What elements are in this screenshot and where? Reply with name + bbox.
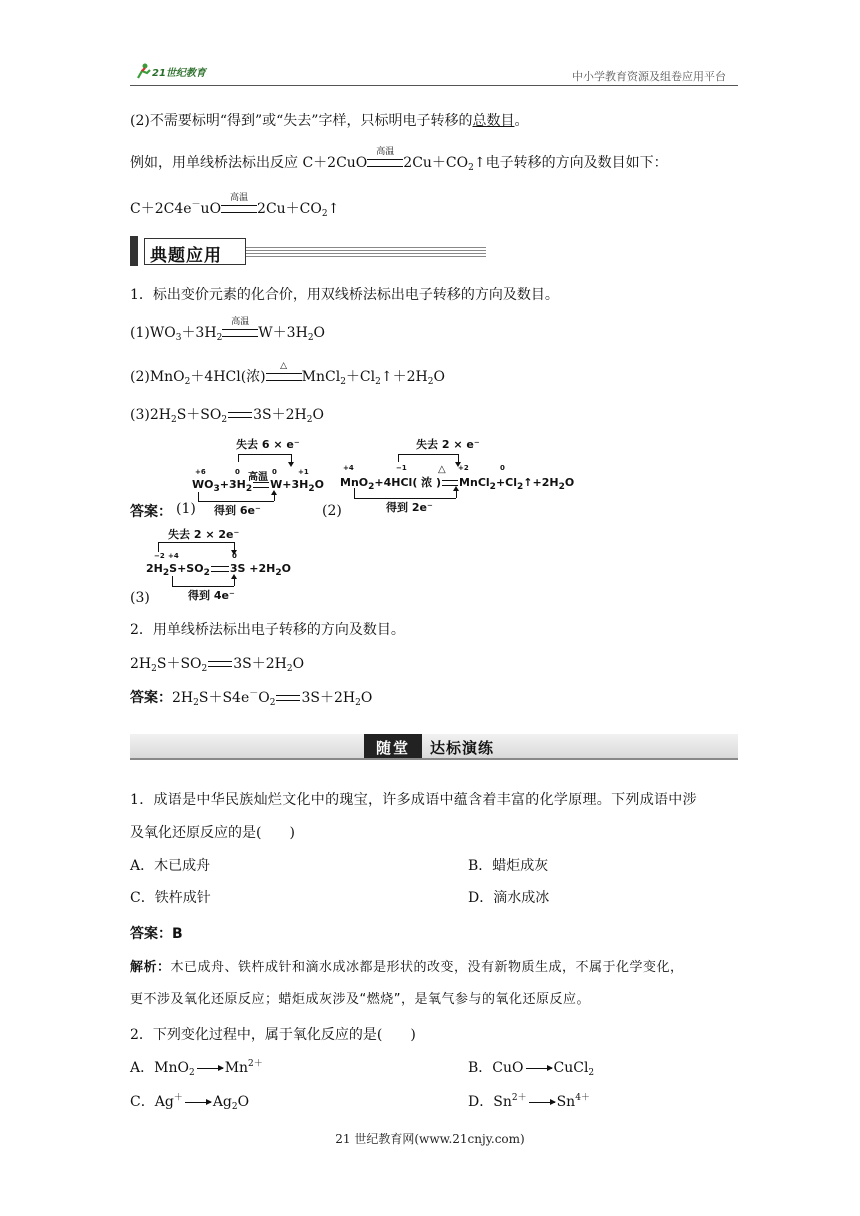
platform-name: 中小学教育资源及组卷应用平台	[572, 70, 726, 83]
q1-stem: 1．标出变价元素的化合价，用双线桥法标出电子转移的方向及数目。	[130, 287, 559, 303]
runner-logo-icon	[134, 62, 152, 80]
answer1-part3-label: (3)	[130, 590, 150, 606]
ex1-stem-1: 1．成语是中华民族灿烂文化中的瑰宝，许多成语中蕴含着丰富的化学原理。下列成语中涉	[130, 792, 697, 808]
ex1-explanation-2: 更不涉及氧化还原反应；蜡炬成灰涉及“燃烧”，是氧气参与的氧化还原反应。	[130, 992, 590, 1007]
section2-right: 达标演练	[430, 739, 495, 757]
double-bridge-diagram-1: 失去 6 × e⁻ +6 0 高温 0 +1 $WO_3+3H_2$ $W+3H_2O$ 得到 6e⁻	[192, 438, 324, 517]
ex1-option-a: A．木已成舟	[130, 858, 211, 874]
q2-answer: 答案：$2H_2S+S4e^-O_2$ $3S+2H_2O$	[130, 689, 373, 708]
logo	[134, 62, 204, 80]
ex1-answer: 答案：B	[130, 926, 183, 942]
answer1-part2-label: (2)	[322, 503, 342, 519]
footer: 21 世纪教育网(www.21cnjy.com)	[335, 1132, 525, 1146]
ex1-option-d: D．滴水成冰	[468, 890, 550, 906]
ex1-option-b: B．蜡炬成灰	[468, 858, 549, 874]
double-bridge-diagram-3: 失去 2 × 2e⁻ −2 +4 0 $2H_2S+SO_2$ $3S +2H_2O$ 得到 4e⁻	[146, 528, 291, 602]
q2-stem: 2．用单线桥法标出电子转移的方向及数目。	[130, 622, 405, 638]
ex2-stem: 2．下列变化过程中，属于氧化反应的是( )	[130, 1027, 416, 1043]
q2-eq: $2H_2S+SO_2$ $3S+2H_2O$	[130, 656, 305, 674]
q1-eq2: (2)MnO$_2$＋4HCl(浓) △ $MnCl_2+Cl_2↑+2H_2O$	[130, 361, 445, 387]
section2-left: 随堂	[376, 739, 411, 757]
answer1-part1-label: (1)	[176, 501, 196, 517]
double-bridge-diagram-2: 失去 2 × e⁻ +4 −1 △ +2 0 MnO$_2$+4HCl( 浓 ) $MnCl_2+Cl_2↑+2H_2O$ 得到 2e⁻	[340, 438, 575, 514]
section-heading-dianti	[130, 236, 486, 266]
ex2-option-b: B．CuO CuCl$_2$	[468, 1060, 595, 1078]
single-bridge-line: C＋2C4e－uO 高温 $2Cu+CO_2↑$	[130, 193, 340, 219]
ex1-stem-2: 及氧化还原反应的是( )	[130, 825, 295, 841]
q1-eq1: $(1)WO_3+3H_2$ 高温 $W+3H_2O$	[130, 317, 326, 343]
ex2-option-c: C．Ag＋ $Ag_2O$	[130, 1093, 250, 1112]
section-heading-suitang	[130, 734, 738, 760]
ex2-option-d: D．$Sn^{2+}$ $Sn^{4+}$	[468, 1093, 590, 1110]
section-title: 典题应用	[150, 246, 222, 266]
header-rule	[130, 85, 738, 86]
ex1-option-c: C．铁杵成针	[130, 890, 211, 906]
example-line: 例如，用单线桥法标出反应 C＋2CuO 高温 $2Cu+CO_2↑$电子转移的方向及数目如下：	[130, 147, 668, 173]
q1-eq3: $(3)2H_2S+SO_2$ $3S+2H_2O$	[130, 407, 324, 425]
logo-text: 21世纪教育	[152, 68, 206, 79]
rule-2-line: (2)不需要标明“得到”或“失去”字样，只标明电子转移的总数目。	[130, 113, 529, 129]
ex2-option-a: A．MnO$_2$ $Mn^{2+}$	[130, 1059, 263, 1078]
ex1-explanation-1: 解析：木已成舟、铁杵成针和滴水成冰都是形状的改变，没有新物质生成，不属于化学变化，	[130, 960, 684, 975]
header	[130, 60, 738, 86]
answer1-label: 答案：	[130, 504, 172, 520]
